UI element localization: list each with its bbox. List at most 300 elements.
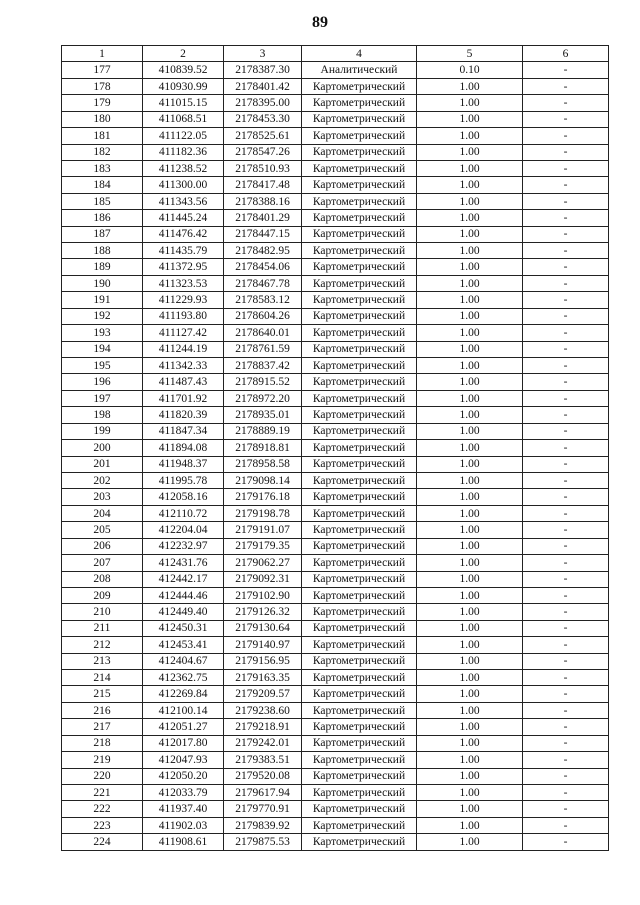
method-cell: Картометрический (302, 226, 417, 242)
method-cell: Картометрический (302, 144, 417, 160)
table-row (62, 456, 609, 472)
x-coordinate-cell: 411894.08 (143, 440, 224, 456)
accuracy-cell: 1.00 (417, 489, 523, 505)
method-cell: Картометрический (302, 620, 417, 636)
accuracy-cell: 1.00 (417, 768, 523, 784)
point-number-cell: 189 (62, 259, 143, 275)
x-coordinate-cell: 411948.37 (143, 456, 224, 472)
y-coordinate-cell: 2179102.90 (224, 587, 302, 603)
column-header: 2 (143, 46, 224, 62)
page-number: 89 (312, 14, 328, 31)
x-coordinate-cell: 412442.17 (143, 571, 224, 587)
note-cell: - (523, 160, 609, 176)
x-coordinate-cell: 412404.67 (143, 653, 224, 669)
accuracy-cell: 1.00 (417, 325, 523, 341)
method-cell: Картометрический (302, 834, 417, 850)
point-number-cell: 185 (62, 193, 143, 209)
accuracy-cell: 1.00 (417, 440, 523, 456)
accuracy-cell: 1.00 (417, 472, 523, 488)
column-header: 5 (417, 46, 523, 62)
x-coordinate-cell: 410839.52 (143, 62, 224, 78)
accuracy-cell: 1.00 (417, 456, 523, 472)
method-cell: Картометрический (302, 472, 417, 488)
x-coordinate-cell: 412453.41 (143, 637, 224, 653)
point-number-cell: 206 (62, 538, 143, 554)
x-coordinate-cell: 411244.19 (143, 341, 224, 357)
note-cell: - (523, 440, 609, 456)
y-coordinate-cell: 2178401.42 (224, 78, 302, 94)
point-number-cell: 195 (62, 358, 143, 374)
method-cell: Картометрический (302, 817, 417, 833)
method-cell: Аналитический (302, 62, 417, 78)
x-coordinate-cell: 412431.76 (143, 555, 224, 571)
note-cell: - (523, 555, 609, 571)
method-cell: Картометрический (302, 193, 417, 209)
point-number-cell: 212 (62, 637, 143, 653)
method-cell: Картометрический (302, 78, 417, 94)
method-cell: Картометрический (302, 210, 417, 226)
method-cell: Картометрический (302, 538, 417, 554)
point-number-cell: 188 (62, 243, 143, 259)
table-row (62, 95, 609, 111)
table-header (62, 46, 609, 62)
y-coordinate-cell: 2178453.30 (224, 111, 302, 127)
note-cell: - (523, 801, 609, 817)
point-number-cell: 214 (62, 670, 143, 686)
point-number-cell: 202 (62, 472, 143, 488)
x-coordinate-cell: 411902.03 (143, 817, 224, 833)
accuracy-cell: 1.00 (417, 538, 523, 554)
column-header: 4 (302, 46, 417, 62)
method-cell: Картометрический (302, 177, 417, 193)
y-coordinate-cell: 2178482.95 (224, 243, 302, 259)
y-coordinate-cell: 2179179.35 (224, 538, 302, 554)
note-cell: - (523, 538, 609, 554)
accuracy-cell: 1.00 (417, 637, 523, 653)
x-coordinate-cell: 411995.78 (143, 472, 224, 488)
y-coordinate-cell: 2178915.52 (224, 374, 302, 390)
accuracy-cell: 1.00 (417, 177, 523, 193)
y-coordinate-cell: 2178583.12 (224, 292, 302, 308)
accuracy-cell: 1.00 (417, 801, 523, 817)
note-cell: - (523, 620, 609, 636)
note-cell: - (523, 686, 609, 702)
point-number-cell: 223 (62, 817, 143, 833)
y-coordinate-cell: 2179140.97 (224, 637, 302, 653)
table-row (62, 358, 609, 374)
accuracy-cell: 1.00 (417, 210, 523, 226)
y-coordinate-cell: 2178640.01 (224, 325, 302, 341)
accuracy-cell: 1.00 (417, 670, 523, 686)
x-coordinate-cell: 411122.05 (143, 128, 224, 144)
note-cell: - (523, 144, 609, 160)
accuracy-cell: 1.00 (417, 604, 523, 620)
x-coordinate-cell: 411343.56 (143, 193, 224, 209)
y-coordinate-cell: 2179218.91 (224, 719, 302, 735)
x-coordinate-cell: 411238.52 (143, 160, 224, 176)
y-coordinate-cell: 2178604.26 (224, 308, 302, 324)
point-number-cell: 219 (62, 752, 143, 768)
note-cell: - (523, 128, 609, 144)
table-row (62, 505, 609, 521)
table-row (62, 308, 609, 324)
table-row (62, 292, 609, 308)
accuracy-cell: 1.00 (417, 160, 523, 176)
x-coordinate-cell: 411229.93 (143, 292, 224, 308)
y-coordinate-cell: 2178918.81 (224, 440, 302, 456)
table-row (62, 489, 609, 505)
table-row (62, 440, 609, 456)
table-row (62, 653, 609, 669)
note-cell: - (523, 817, 609, 833)
y-coordinate-cell: 2178417.48 (224, 177, 302, 193)
point-number-cell: 203 (62, 489, 143, 505)
x-coordinate-cell: 412204.04 (143, 522, 224, 538)
method-cell: Картометрический (302, 784, 417, 800)
note-cell: - (523, 390, 609, 406)
table-row (62, 193, 609, 209)
accuracy-cell: 1.00 (417, 653, 523, 669)
accuracy-cell: 1.00 (417, 817, 523, 833)
method-cell: Картометрический (302, 587, 417, 603)
table-row (62, 817, 609, 833)
accuracy-cell: 1.00 (417, 95, 523, 111)
method-cell: Картометрический (302, 440, 417, 456)
accuracy-cell: 1.00 (417, 423, 523, 439)
method-cell: Картометрический (302, 489, 417, 505)
x-coordinate-cell: 410930.99 (143, 78, 224, 94)
method-cell: Картометрический (302, 243, 417, 259)
table-row (62, 472, 609, 488)
x-coordinate-cell: 412033.79 (143, 784, 224, 800)
point-number-cell: 183 (62, 160, 143, 176)
method-cell: Картометрический (302, 160, 417, 176)
y-coordinate-cell: 2178395.00 (224, 95, 302, 111)
accuracy-cell: 1.00 (417, 292, 523, 308)
accuracy-cell: 1.00 (417, 243, 523, 259)
table-row (62, 637, 609, 653)
x-coordinate-cell: 411476.42 (143, 226, 224, 242)
note-cell: - (523, 735, 609, 751)
method-cell: Картометрический (302, 735, 417, 751)
accuracy-cell: 1.00 (417, 620, 523, 636)
note-cell: - (523, 62, 609, 78)
note-cell: - (523, 834, 609, 850)
table-row (62, 670, 609, 686)
accuracy-cell: 1.00 (417, 719, 523, 735)
accuracy-cell: 1.00 (417, 735, 523, 751)
x-coordinate-cell: 411068.51 (143, 111, 224, 127)
note-cell: - (523, 604, 609, 620)
point-number-cell: 204 (62, 505, 143, 521)
note-cell: - (523, 374, 609, 390)
x-coordinate-cell: 411908.61 (143, 834, 224, 850)
table-row (62, 210, 609, 226)
x-coordinate-cell: 411015.15 (143, 95, 224, 111)
point-number-cell: 186 (62, 210, 143, 226)
method-cell: Картометрический (302, 653, 417, 669)
method-cell: Картометрический (302, 702, 417, 718)
accuracy-cell: 1.00 (417, 275, 523, 291)
point-number-cell: 207 (62, 555, 143, 571)
column-header: 1 (62, 46, 143, 62)
note-cell: - (523, 308, 609, 324)
x-coordinate-cell: 412450.31 (143, 620, 224, 636)
table-row (62, 719, 609, 735)
x-coordinate-cell: 411323.53 (143, 275, 224, 291)
y-coordinate-cell: 2179875.53 (224, 834, 302, 850)
note-cell: - (523, 111, 609, 127)
accuracy-cell: 1.00 (417, 505, 523, 521)
y-coordinate-cell: 2179770.91 (224, 801, 302, 817)
point-number-cell: 177 (62, 62, 143, 78)
y-coordinate-cell: 2179383.51 (224, 752, 302, 768)
y-coordinate-cell: 2179191.07 (224, 522, 302, 538)
table-row (62, 423, 609, 439)
method-cell: Картометрический (302, 423, 417, 439)
table-row (62, 587, 609, 603)
note-cell: - (523, 587, 609, 603)
x-coordinate-cell: 411435.79 (143, 243, 224, 259)
x-coordinate-cell: 412110.72 (143, 505, 224, 521)
accuracy-cell: 1.00 (417, 193, 523, 209)
note-cell: - (523, 210, 609, 226)
point-number-cell: 184 (62, 177, 143, 193)
x-coordinate-cell: 411847.34 (143, 423, 224, 439)
note-cell: - (523, 768, 609, 784)
table-row (62, 768, 609, 784)
accuracy-cell: 1.00 (417, 784, 523, 800)
y-coordinate-cell: 2179617.94 (224, 784, 302, 800)
note-cell: - (523, 275, 609, 291)
table-row (62, 752, 609, 768)
point-number-cell: 209 (62, 587, 143, 603)
point-number-cell: 193 (62, 325, 143, 341)
method-cell: Картометрический (302, 341, 417, 357)
x-coordinate-cell: 412232.97 (143, 538, 224, 554)
y-coordinate-cell: 2178454.06 (224, 259, 302, 275)
table-row (62, 374, 609, 390)
method-cell: Картометрический (302, 95, 417, 111)
x-coordinate-cell: 411193.80 (143, 308, 224, 324)
y-coordinate-cell: 2178467.78 (224, 275, 302, 291)
table-row (62, 78, 609, 94)
column-header: 3 (224, 46, 302, 62)
x-coordinate-cell: 412362.75 (143, 670, 224, 686)
table-row (62, 144, 609, 160)
y-coordinate-cell: 2179238.60 (224, 702, 302, 718)
table-row (62, 784, 609, 800)
accuracy-cell: 1.00 (417, 308, 523, 324)
point-number-cell: 221 (62, 784, 143, 800)
y-coordinate-cell: 2179209.57 (224, 686, 302, 702)
y-coordinate-cell: 2178837.42 (224, 358, 302, 374)
note-cell: - (523, 78, 609, 94)
y-coordinate-cell: 2179839.92 (224, 817, 302, 833)
point-number-cell: 192 (62, 308, 143, 324)
point-number-cell: 187 (62, 226, 143, 242)
accuracy-cell: 1.00 (417, 834, 523, 850)
note-cell: - (523, 522, 609, 538)
method-cell: Картометрический (302, 571, 417, 587)
table-row (62, 555, 609, 571)
method-cell: Картометрический (302, 670, 417, 686)
x-coordinate-cell: 411342.33 (143, 358, 224, 374)
y-coordinate-cell: 2178387.30 (224, 62, 302, 78)
table-row (62, 177, 609, 193)
note-cell: - (523, 292, 609, 308)
note-cell: - (523, 670, 609, 686)
accuracy-cell: 1.00 (417, 128, 523, 144)
method-cell: Картометрический (302, 325, 417, 341)
accuracy-cell: 1.00 (417, 407, 523, 423)
x-coordinate-cell: 412100.14 (143, 702, 224, 718)
x-coordinate-cell: 411127.42 (143, 325, 224, 341)
method-cell: Картометрический (302, 407, 417, 423)
accuracy-cell: 1.00 (417, 390, 523, 406)
x-coordinate-cell: 411937.40 (143, 801, 224, 817)
point-number-cell: 199 (62, 423, 143, 439)
y-coordinate-cell: 2178510.93 (224, 160, 302, 176)
accuracy-cell: 0.10 (417, 62, 523, 78)
y-coordinate-cell: 2179098.14 (224, 472, 302, 488)
method-cell: Картометрический (302, 128, 417, 144)
method-cell: Картометрический (302, 686, 417, 702)
point-number-cell: 218 (62, 735, 143, 751)
y-coordinate-cell: 2178388.16 (224, 193, 302, 209)
method-cell: Картометрический (302, 555, 417, 571)
note-cell: - (523, 784, 609, 800)
y-coordinate-cell: 2178889.19 (224, 423, 302, 439)
table-row (62, 686, 609, 702)
method-cell: Картометрический (302, 390, 417, 406)
table-row (62, 275, 609, 291)
y-coordinate-cell: 2178958.58 (224, 456, 302, 472)
point-number-cell: 179 (62, 95, 143, 111)
accuracy-cell: 1.00 (417, 111, 523, 127)
table-row (62, 604, 609, 620)
point-number-cell: 217 (62, 719, 143, 735)
method-cell: Картометрический (302, 259, 417, 275)
point-number-cell: 197 (62, 390, 143, 406)
note-cell: - (523, 358, 609, 374)
note-cell: - (523, 653, 609, 669)
point-number-cell: 198 (62, 407, 143, 423)
accuracy-cell: 1.00 (417, 78, 523, 94)
y-coordinate-cell: 2179092.31 (224, 571, 302, 587)
method-cell: Картометрический (302, 292, 417, 308)
note-cell: - (523, 243, 609, 259)
note-cell: - (523, 456, 609, 472)
point-number-cell: 208 (62, 571, 143, 587)
x-coordinate-cell: 412058.16 (143, 489, 224, 505)
coordinates-table (61, 45, 609, 851)
y-coordinate-cell: 2178761.59 (224, 341, 302, 357)
point-number-cell: 178 (62, 78, 143, 94)
table-row (62, 834, 609, 850)
x-coordinate-cell: 411182.36 (143, 144, 224, 160)
accuracy-cell: 1.00 (417, 522, 523, 538)
header-row (62, 46, 609, 62)
table-row (62, 259, 609, 275)
y-coordinate-cell: 2178401.29 (224, 210, 302, 226)
point-number-cell: 213 (62, 653, 143, 669)
method-cell: Картометрический (302, 719, 417, 735)
note-cell: - (523, 702, 609, 718)
table-row (62, 128, 609, 144)
y-coordinate-cell: 2179242.01 (224, 735, 302, 751)
method-cell: Картометрический (302, 604, 417, 620)
y-coordinate-cell: 2179062.27 (224, 555, 302, 571)
note-cell: - (523, 571, 609, 587)
table-row (62, 226, 609, 242)
note-cell: - (523, 177, 609, 193)
note-cell: - (523, 259, 609, 275)
table-row (62, 735, 609, 751)
point-number-cell: 220 (62, 768, 143, 784)
method-cell: Картометрический (302, 456, 417, 472)
method-cell: Картометрический (302, 522, 417, 538)
point-number-cell: 180 (62, 111, 143, 127)
accuracy-cell: 1.00 (417, 341, 523, 357)
note-cell: - (523, 407, 609, 423)
x-coordinate-cell: 412017.80 (143, 735, 224, 751)
x-coordinate-cell: 411445.24 (143, 210, 224, 226)
y-coordinate-cell: 2179126.32 (224, 604, 302, 620)
accuracy-cell: 1.00 (417, 686, 523, 702)
table-row (62, 160, 609, 176)
method-cell: Картометрический (302, 111, 417, 127)
accuracy-cell: 1.00 (417, 587, 523, 603)
y-coordinate-cell: 2179198.78 (224, 505, 302, 521)
note-cell: - (523, 505, 609, 521)
accuracy-cell: 1.00 (417, 571, 523, 587)
method-cell: Картометрический (302, 768, 417, 784)
table-row (62, 407, 609, 423)
table-row (62, 571, 609, 587)
table-row (62, 538, 609, 554)
x-coordinate-cell: 412050.20 (143, 768, 224, 784)
accuracy-cell: 1.00 (417, 259, 523, 275)
y-coordinate-cell: 2179176.18 (224, 489, 302, 505)
y-coordinate-cell: 2179163.35 (224, 670, 302, 686)
note-cell: - (523, 489, 609, 505)
table-row (62, 243, 609, 259)
table-row (62, 325, 609, 341)
point-number-cell: 224 (62, 834, 143, 850)
point-number-cell: 215 (62, 686, 143, 702)
method-cell: Картометрический (302, 637, 417, 653)
x-coordinate-cell: 411487.43 (143, 374, 224, 390)
point-number-cell: 191 (62, 292, 143, 308)
y-coordinate-cell: 2178547.26 (224, 144, 302, 160)
point-number-cell: 210 (62, 604, 143, 620)
table-row (62, 801, 609, 817)
method-cell: Картометрический (302, 358, 417, 374)
accuracy-cell: 1.00 (417, 702, 523, 718)
method-cell: Картометрический (302, 801, 417, 817)
method-cell: Картометрический (302, 308, 417, 324)
y-coordinate-cell: 2179520.08 (224, 768, 302, 784)
x-coordinate-cell: 412269.84 (143, 686, 224, 702)
note-cell: - (523, 95, 609, 111)
table-row (62, 522, 609, 538)
table-row (62, 390, 609, 406)
note-cell: - (523, 226, 609, 242)
note-cell: - (523, 193, 609, 209)
note-cell: - (523, 341, 609, 357)
point-number-cell: 216 (62, 702, 143, 718)
